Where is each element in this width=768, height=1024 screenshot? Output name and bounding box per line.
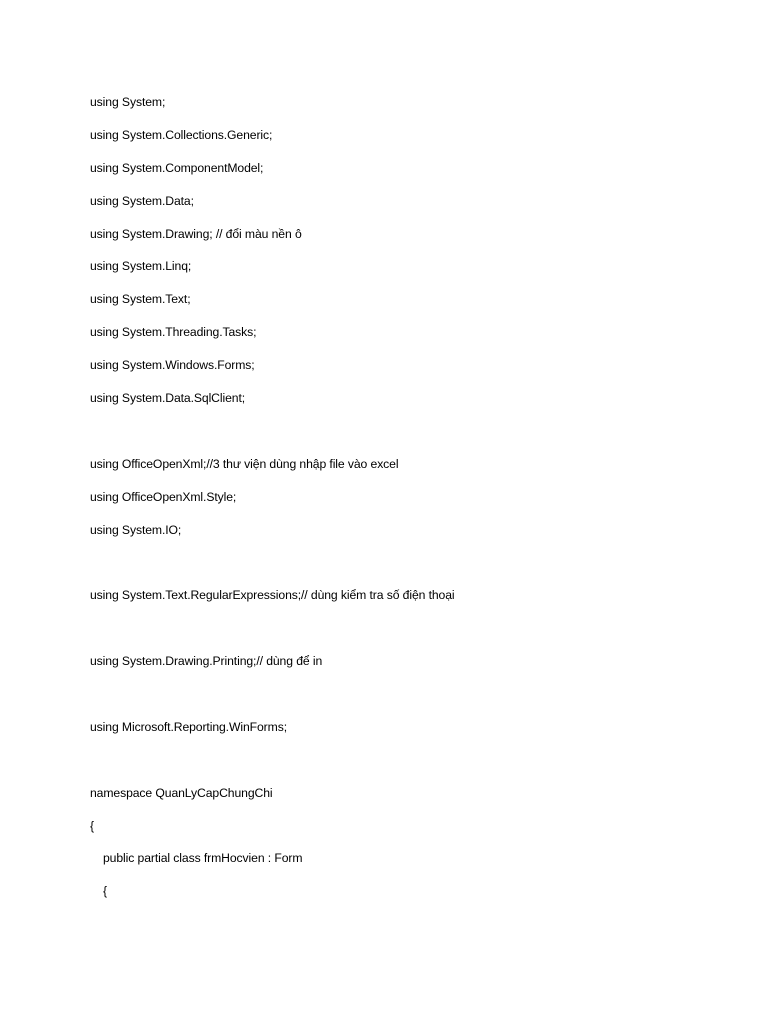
code-line: using System.Windows.Forms; <box>90 358 255 373</box>
code-line: using System.Text.RegularExpressions;// dùng kiểm tra số điện thoại <box>90 588 455 603</box>
code-line: { <box>90 818 94 833</box>
code-line: using OfficeOpenXml;//3 thư viện dùng nhập file vào excel <box>90 456 399 471</box>
code-line: using System; <box>90 95 166 109</box>
code-line: namespace QuanLyCapChungChi <box>90 785 273 800</box>
code-line: public partial class frmHocvien : Form <box>103 851 303 866</box>
code-line: using System.Data; <box>90 193 194 208</box>
code-line: using System.Drawing; // đổi màu nền ô <box>90 226 302 241</box>
code-line: using System.IO; <box>90 522 182 537</box>
code-line: using System.ComponentModel; <box>90 160 264 175</box>
code-line: using System.Data.SqlClient; <box>90 391 246 406</box>
code-line: using System.Drawing.Printing;// dùng để in <box>90 654 323 669</box>
code-line: using System.Linq; <box>90 259 192 274</box>
blank-line <box>90 421 730 454</box>
code-line: using System.Threading.Tasks; <box>90 325 257 340</box>
code-listing <box>90 92 730 914</box>
blank-line <box>90 684 730 717</box>
code-line: using System.Text; <box>90 292 191 307</box>
blank-line <box>90 618 730 651</box>
code-line: using System.Collections.Generic; <box>90 127 273 142</box>
code-line: { <box>103 884 107 899</box>
blank-line <box>90 552 730 585</box>
code-line: using OfficeOpenXml.Style; <box>90 489 237 504</box>
code-line: using Microsoft.Reporting.WinForms; <box>90 719 287 734</box>
blank-line <box>90 750 730 783</box>
